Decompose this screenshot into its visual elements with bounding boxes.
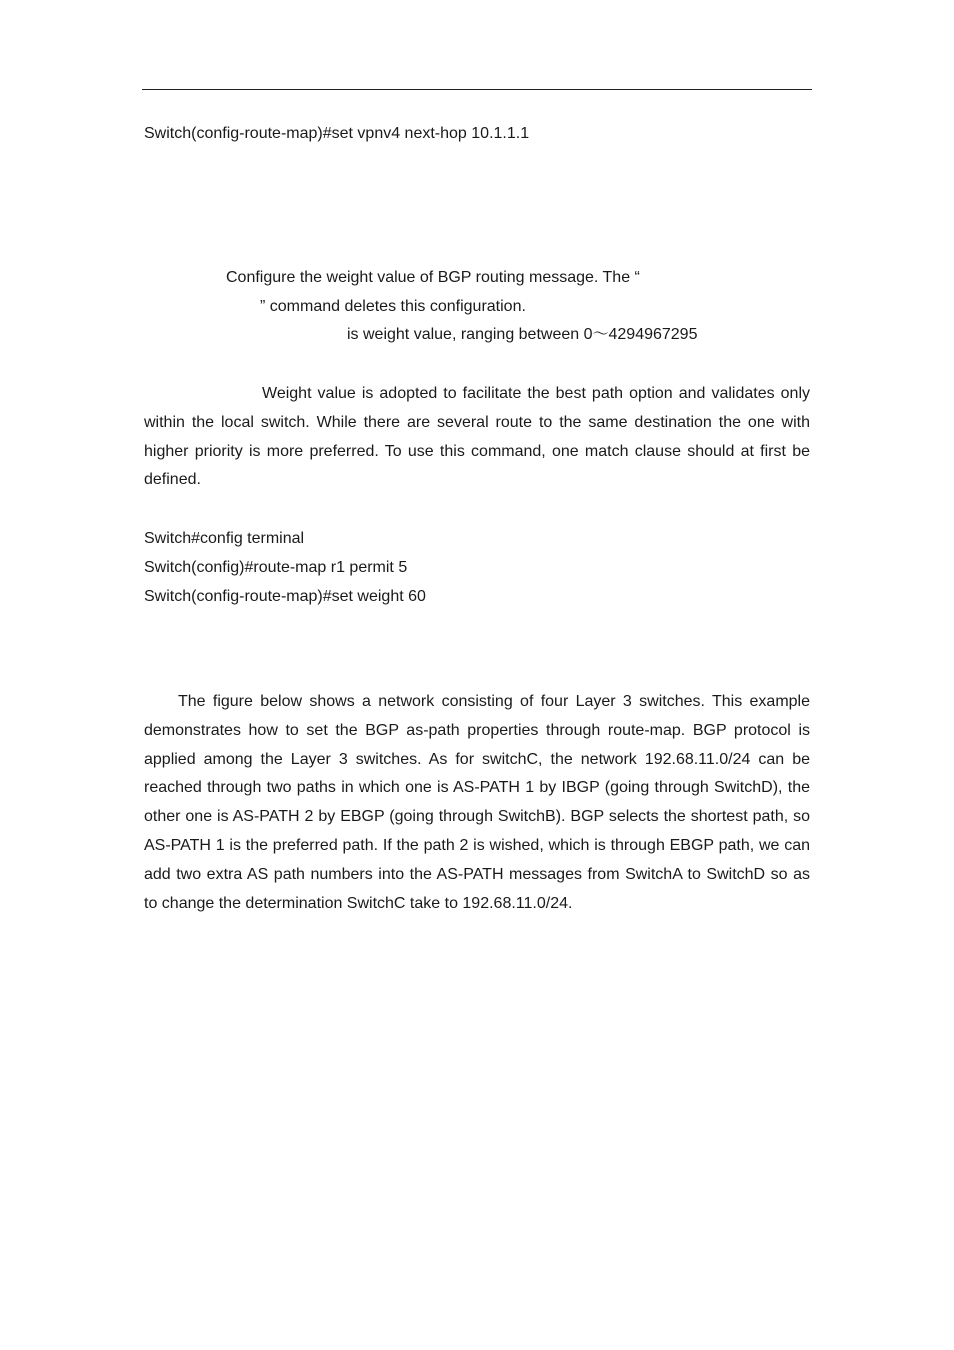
function-text-line-2: ” command deletes this configuration.: [260, 298, 526, 315]
header-rule: [142, 89, 812, 90]
usage-guide-paragraph: Weight value is adopted to facilitate the best path option and validates only within the local switch. While there are several route to the same destination the one with higher priority is more preferred. To use this command, one match clause should at first be defined.: [144, 385, 810, 489]
function-text-line-1: Configure the weight value of BGP routing message. The “: [226, 269, 640, 286]
example-line: Switch#config terminal: [144, 530, 305, 547]
configuration-example-paragraph: The figure below shows a network consisting of four Layer 3 switches. This example demonstrates how to set the BGP as-path properties through route-map. BGP protocol is applied among the Layer 3 switches. As for switchC, the network 192.68.11.0/24 can be reached through two paths in which one is AS-PATH 1 by IBGP (going through SwitchD), the other one is AS-PATH 2 by EBGP (going through SwitchB). BGP selects the shortest path, so AS-PATH 1 is the preferred path. If the path 2 is wished, which is through EBGP path, we can add two extra AS path numbers into the AS-PATH messages from SwitchA to SwitchD so as to change the determination SwitchC take to 192.68.11.0/24.: [144, 693, 810, 912]
example-command: Switch(config-route-map)#set vpnv4 next-hop 10.1.1.1: [144, 125, 530, 142]
parameter-text: is weight value, ranging between 0～4294967295: [347, 326, 698, 343]
example-line: Switch(config)#route-map r1 permit 5: [144, 559, 408, 576]
weight-example-block: [144, 524, 426, 611]
example-line: Switch(config-route-map)#set weight 60: [144, 588, 426, 605]
